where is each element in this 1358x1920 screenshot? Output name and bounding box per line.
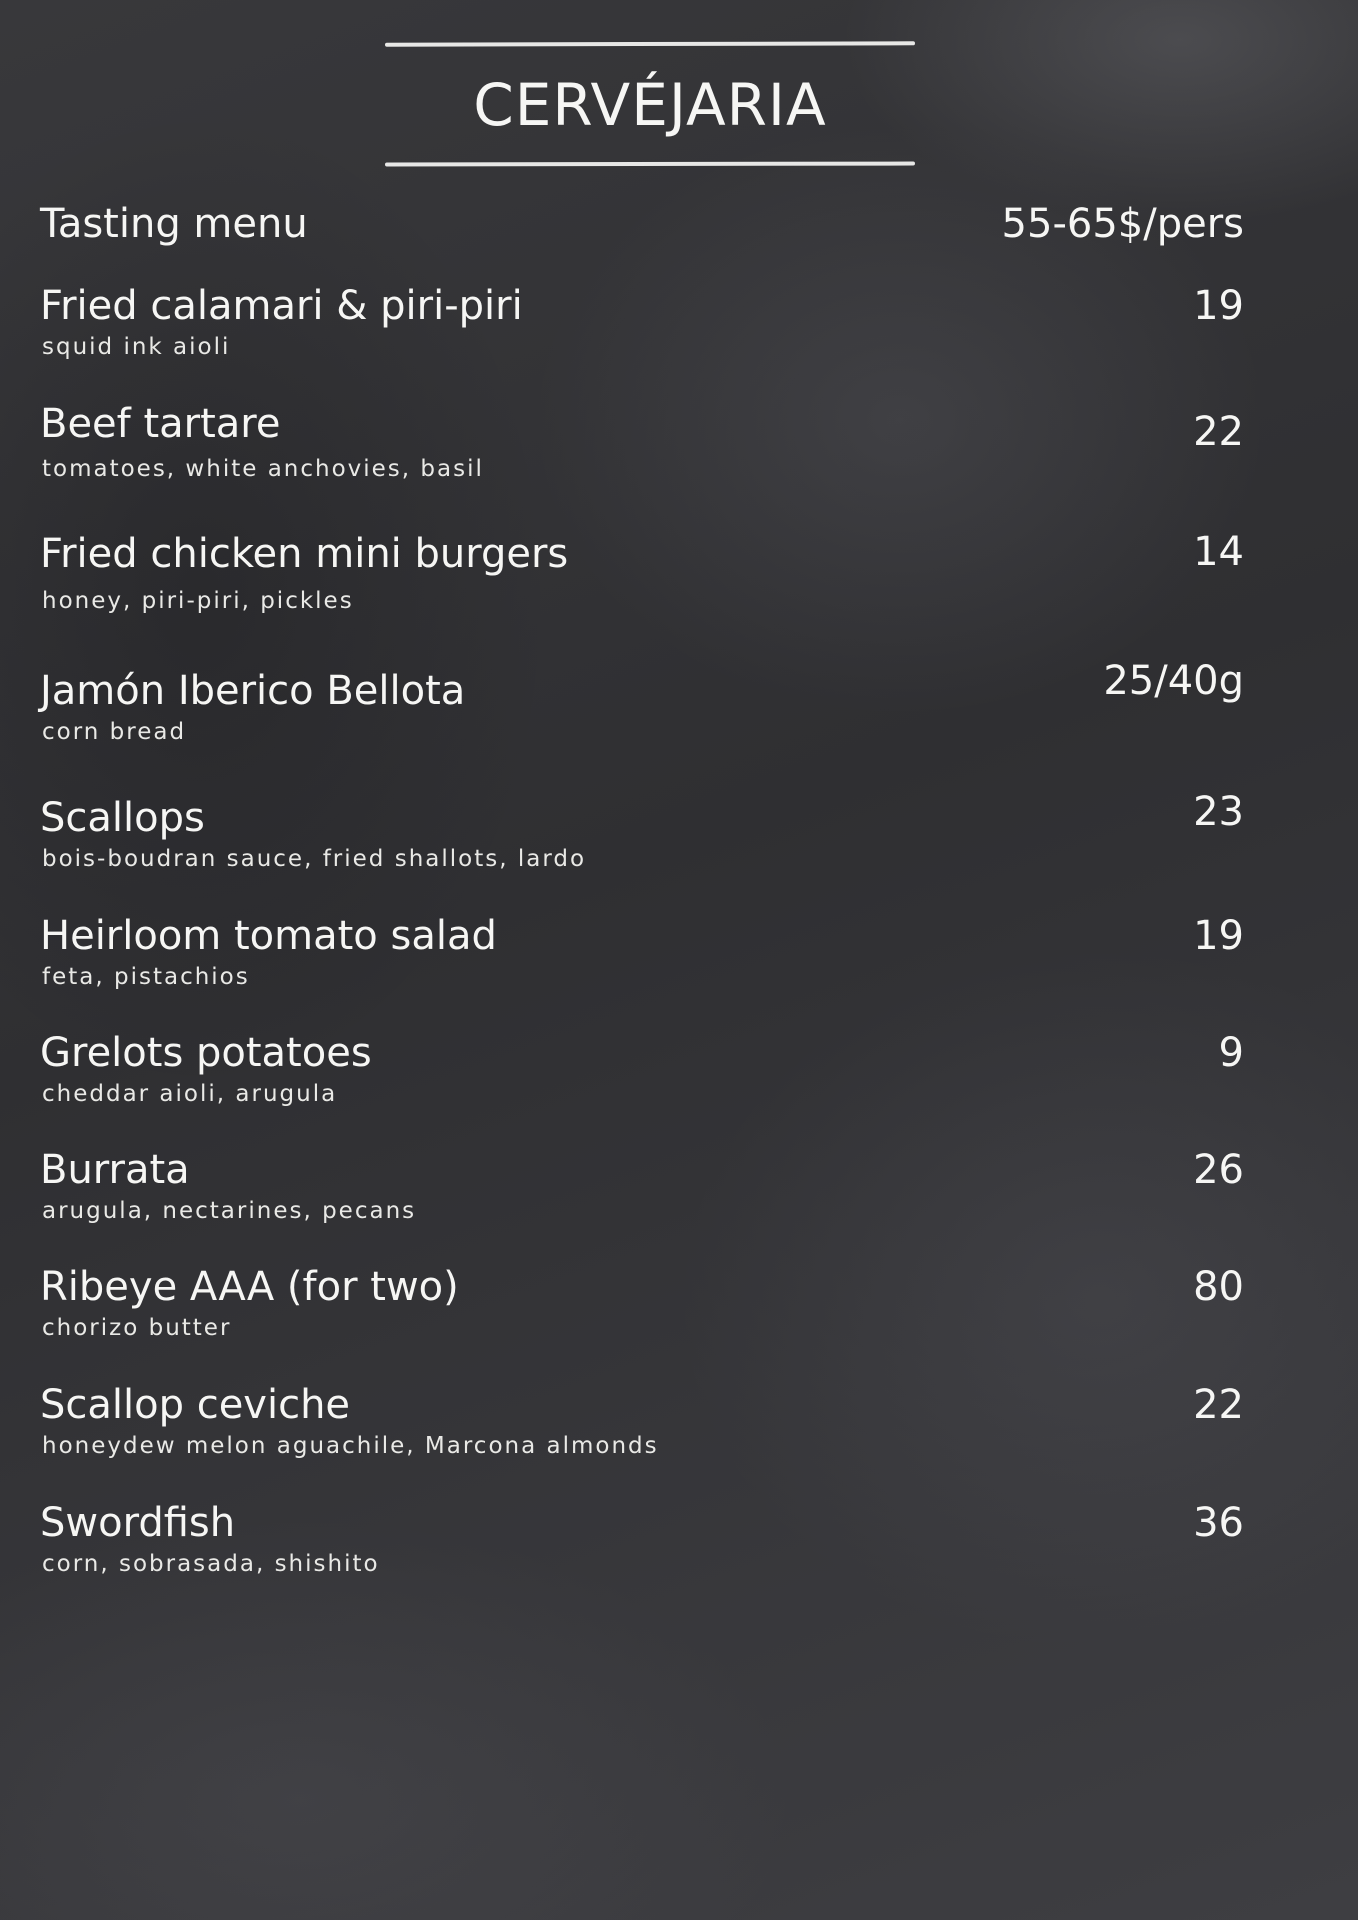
tasting-menu-row — [40, 198, 1244, 288]
menu-item — [40, 398, 1244, 488]
menu-item — [40, 280, 1244, 370]
item-name: Fried chicken mini burgers — [40, 531, 569, 577]
item-name: Scallop ceviche — [40, 1382, 351, 1428]
item-price: 25/40g — [1103, 658, 1244, 704]
menu-item — [40, 1027, 1244, 1117]
item-name: Scallops — [40, 795, 205, 841]
bottom-chalk-rule — [385, 162, 915, 167]
item-name: Fried calamari & piri-piri — [40, 283, 523, 329]
menu-item — [40, 658, 1244, 755]
item-description: cheddar aioli, arugula — [42, 1081, 338, 1107]
item-name: Heirloom tomato salad — [40, 913, 497, 959]
item-price: 80 — [1193, 1264, 1244, 1310]
menu-item — [40, 1379, 1244, 1469]
menu-item — [40, 1497, 1244, 1587]
item-name: Grelots potatoes — [40, 1030, 372, 1076]
menu-item — [40, 789, 1244, 882]
item-description: tomatoes, white anchovies, basil — [42, 456, 484, 482]
menu-item — [40, 528, 1244, 618]
item-description: corn, sobrasada, shishito — [42, 1551, 380, 1577]
item-description: corn bread — [42, 719, 187, 745]
menu-item — [40, 1144, 1244, 1234]
menu-header — [385, 40, 915, 175]
item-name: Ribeye AAA (for two) — [40, 1264, 459, 1310]
restaurant-title: CERVÉJARIA — [473, 71, 827, 139]
item-name: Swordfish — [40, 1500, 236, 1546]
tasting-menu-label: Tasting menu — [40, 201, 308, 247]
menu-item — [40, 910, 1244, 1000]
tasting-menu-price: 55-65$/pers — [1001, 201, 1244, 247]
menu-item — [40, 1261, 1244, 1351]
top-chalk-rule — [385, 41, 915, 46]
item-price: 19 — [1193, 913, 1244, 959]
item-description: chorizo butter — [42, 1315, 232, 1341]
item-description: squid ink aioli — [42, 334, 231, 360]
item-price: 23 — [1193, 789, 1244, 835]
item-price: 22 — [1193, 409, 1244, 455]
item-name: Beef tartare — [40, 401, 281, 447]
item-price: 19 — [1193, 283, 1244, 329]
item-description: honey, piri-piri, pickles — [42, 588, 354, 614]
item-description: honeydew melon aguachile, Marcona almonds — [42, 1433, 659, 1459]
item-name: Burrata — [40, 1147, 190, 1193]
item-price: 9 — [1218, 1030, 1244, 1076]
item-description: feta, pistachios — [42, 964, 250, 990]
item-description: bois-boudran sauce, fried shallots, lardo — [42, 846, 587, 872]
item-price: 26 — [1193, 1147, 1244, 1193]
item-price: 36 — [1193, 1500, 1244, 1546]
item-name: Jamón Iberico Bellota — [40, 668, 466, 714]
item-price: 14 — [1193, 529, 1244, 575]
item-description: arugula, nectarines, pecans — [42, 1198, 417, 1224]
item-price: 22 — [1193, 1382, 1244, 1428]
